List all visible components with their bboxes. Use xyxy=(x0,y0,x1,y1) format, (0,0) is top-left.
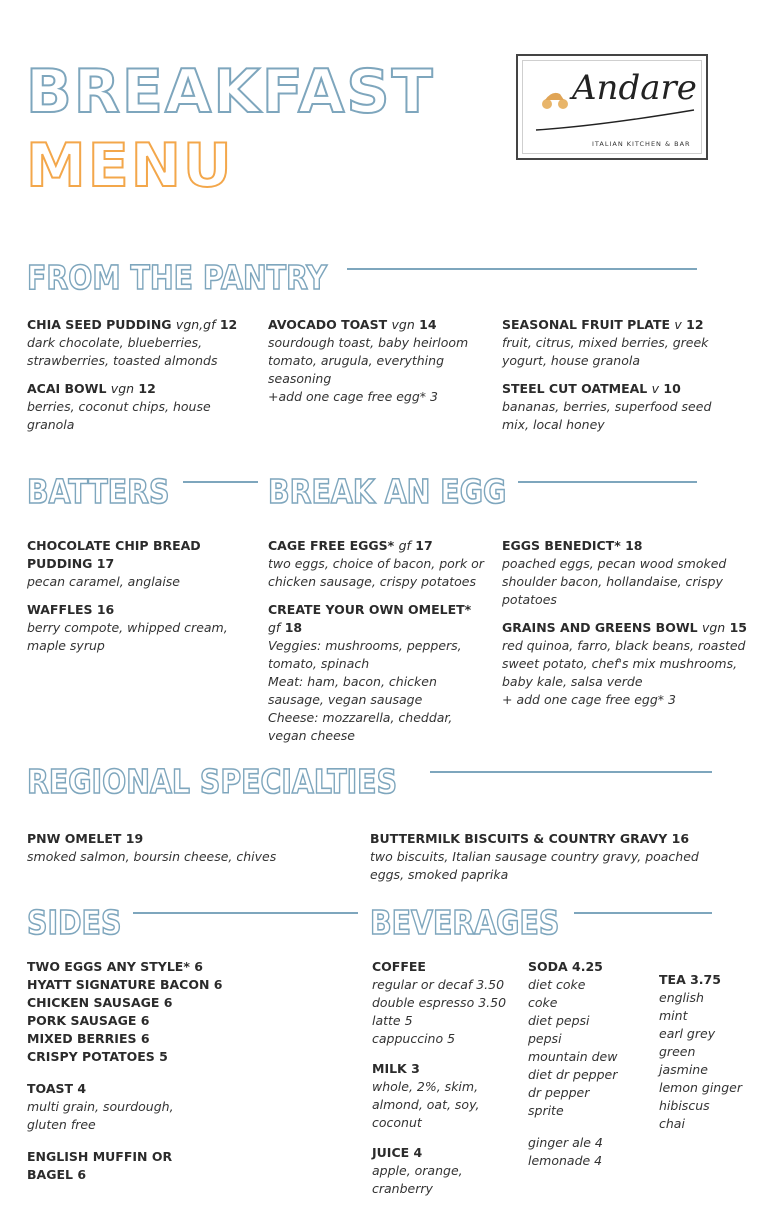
divider-line xyxy=(183,481,258,483)
menu-item: WAFFLES 16 berry compote, whipped cream, maple syrup xyxy=(27,602,228,653)
menu-item: SODA 4.25 diet coke coke diet pepsi pepsi mountain dew diet dr pepper dr pepper sprite xyxy=(528,959,618,1118)
menu-item: ACAI BOWL vgn 12 berries, coconut chips, house granola xyxy=(27,381,211,432)
heading-batters: BATTERS xyxy=(27,472,170,511)
divider-line xyxy=(347,268,697,270)
menu-item: CREATE YOUR OWN OMELET* gf 18 Veggies: mushrooms, peppers, tomato, spinach Meat: ham, bacon, chicken sausage, vegan sausage Cheese: mozzarella, cheddar, vegan cheese xyxy=(268,602,472,743)
heading-sides: SIDES xyxy=(27,903,122,942)
logo-subtitle: ITALIAN KITCHEN & BAR xyxy=(592,140,691,148)
pantry-col3 xyxy=(502,316,752,444)
menu-item: TEA 3.75 english mint earl grey green jasmine lemon ginger hibiscus chai xyxy=(659,972,742,1131)
divider-line xyxy=(574,912,712,914)
divider-line xyxy=(430,771,712,773)
egg-col2 xyxy=(268,537,498,755)
menu-item: MILK 3 whole, 2%, skim, almond, oat, soy, coconut xyxy=(372,1061,480,1130)
regional-item-1: PNW OMELET 19 smoked salmon, boursin cheese, chives xyxy=(27,831,277,864)
sides-list: TWO EGGS ANY STYLE* 6 HYATT SIGNATURE BACON 6 CHICKEN SAUSAGE 6 PORK SAUSAGE 6 MIXED BERRIES 6 CRISPY POTATOES 5 xyxy=(27,959,223,1064)
menu-item: ginger ale 4 lemonade 4 xyxy=(528,1135,603,1168)
logo-wordmark: Andare xyxy=(572,68,697,108)
beverages-col1 xyxy=(372,958,522,1208)
menu-item: ENGLISH MUFFIN OR BAGEL 6 xyxy=(27,1149,173,1182)
andare-logo xyxy=(516,54,708,160)
menu-item: TOAST 4 multi grain, sourdough, gluten free xyxy=(27,1081,174,1132)
heading-beverages: BEVERAGES xyxy=(370,903,560,942)
batters-col xyxy=(27,537,257,665)
beverages-col2 xyxy=(528,958,653,1180)
menu-item: EGGS BENEDICT* 18 poached eggs, pecan wood smoked shoulder bacon, hollandaise, crispy potatoes xyxy=(502,538,727,607)
sides-col xyxy=(27,958,347,1194)
heading-regional-specialties: REGIONAL SPECIALTIES xyxy=(27,762,398,801)
menu-item: AVOCADO TOAST vgn 14 sourdough toast, baby heirloom tomato, arugula, everything seasoning +add one cage free egg* 3 xyxy=(268,317,469,404)
menu-item: CAGE FREE EGGS* gf 17 two eggs, choice of bacon, pork or chicken sausage, crispy potatoes xyxy=(268,538,484,589)
heading-from-the-pantry: FROM THE PANTRY xyxy=(27,258,327,297)
egg-col3 xyxy=(502,537,762,719)
menu-item: CHOCOLATE CHIP BREAD PUDDING 17 pecan caramel, anglaise xyxy=(27,538,201,589)
title-menu: MENU xyxy=(26,131,234,201)
pantry-col2 xyxy=(268,316,498,416)
title-breakfast: BREAKFAST xyxy=(26,57,435,127)
divider-line xyxy=(133,912,358,914)
pantry-col1 xyxy=(27,316,257,444)
regional-item-2: BUTTERMILK BISCUITS & COUNTRY GRAVY 16 two biscuits, Italian sausage country gravy, poached eggs, smoked paprika xyxy=(370,831,699,882)
menu-item: JUICE 4 apple, orange, cranberry xyxy=(372,1145,463,1196)
heading-break-an-egg: BREAK AN EGG xyxy=(268,472,507,511)
menu-item: COFFEE regular or decaf 3.50 double espresso 3.50 latte 5 cappuccino 5 xyxy=(372,959,507,1046)
menu-item: CHIA SEED PUDDING vgn,gf 12 dark chocolate, blueberries, strawberries, toasted almonds xyxy=(27,317,238,368)
beverages-col3 xyxy=(659,971,764,1143)
divider-line xyxy=(518,481,697,483)
menu-item: STEEL CUT OATMEAL v 10 bananas, berries, superfood seed mix, local honey xyxy=(502,381,712,432)
menu-item: SEASONAL FRUIT PLATE v 12 fruit, citrus, mixed berries, greek yogurt, house granola xyxy=(502,317,709,368)
menu-item: GRAINS AND GREENS BOWL vgn 15 red quinoa, farro, black beans, roasted sweet potato, chef's mix mushrooms, baby kale, salsa verde + add one cage free egg* 3 xyxy=(502,620,747,707)
